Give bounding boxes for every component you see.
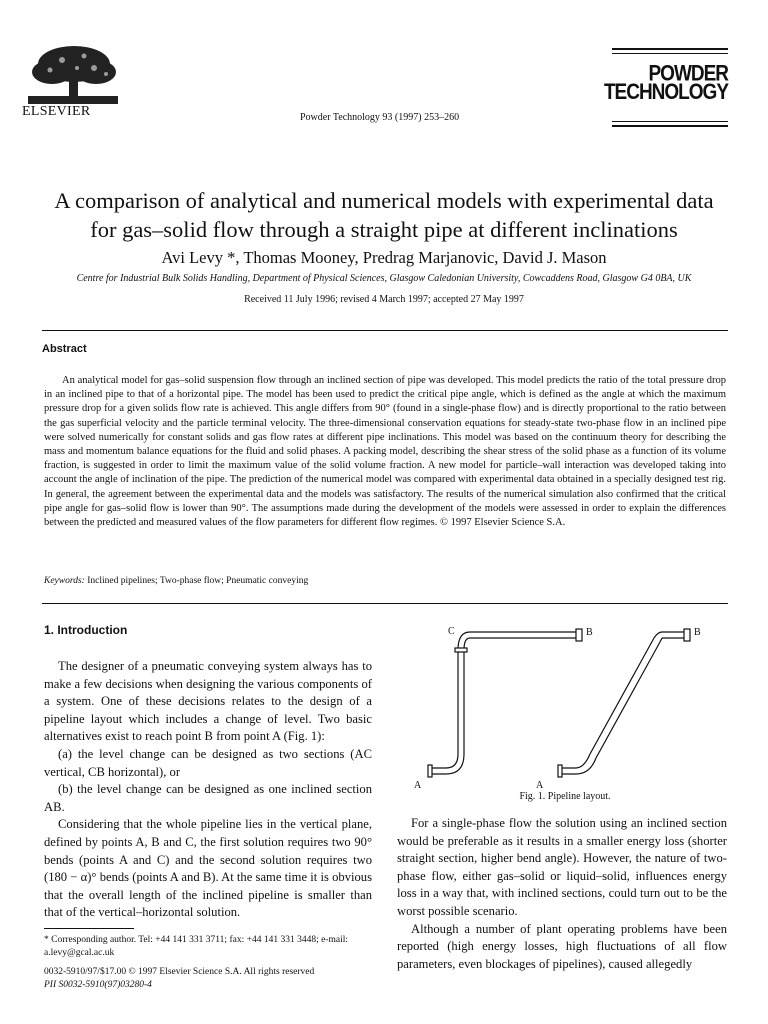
footnote-rule: [44, 928, 134, 929]
keywords-list: Inclined pipelines; Two-phase flow; Pneumatic conveying: [87, 576, 309, 586]
label-a1: A: [414, 780, 422, 791]
journal-citation: Powder Technology 93 (1997) 253–260: [300, 112, 460, 123]
received-dates: Received 11 July 1996; revised 4 March 1997; accepted 27 May 1997: [244, 294, 524, 305]
flange-b1: [576, 629, 582, 641]
abstract-text: An analytical model for gas–solid suspension flow through an inclined section of pipe was developed. This model predicts the ratio of the total pressure drop in an inclined pipe to that of a horizontal pipe. The model has been used to predict the critical pipe angle, which is defined as the angle at which the maximum pressure drop for a given solids flow rate is achieved. This angle differs from 90° (found in a single-phase flow) and is directly proportional to the ratio between the gas superficial velocity and the particle terminal velocity. The three-dimensional conservation equations for steady-state two-phase flow in an inclined pipe were solved numerically for constant solids and gas flow rates at different pipe inclinations. This model was based on the continuum theory for describing the mass and momentum balance equations for the fluid and solid phases. A packing model, describing the shear stress of the solid phase as a function of its volume fraction, is suggested in order to limit the maximum value of the solid volume fraction. A new model for particle–wall interaction was developed taking into account the angle of inclination of the pipe. The prediction of the numerical model was compared with experimental data obtained in a specially designed test rig. In general, the agreement between the experimental data and the models was satisfactory. The results of the numerical simulation also confirmed that the critical pipe angle for gas–solid flow is lower than 90°. The assumptions made during the development of the models were assessed in order to explain the differences between the predicted and measured values of the flow parameters for different flow regimes. © 1997 Elsevier Science S.A.: [44, 375, 726, 529]
paragraph: (a) the level change can be designed as two sections (AC vertical, CB horizontal), or: [44, 746, 372, 779]
left-column-body: [44, 658, 372, 922]
corresponding-author-footnote: * Corresponding author. Tel: +44 141 331 3711; fax: +44 141 331 3448; e-mail: a.levy@gcal.ac.uk: [44, 935, 348, 958]
paragraph: Considering that the whole pipeline lies in the vertical plane, defined by points A, B and C, the first solution requires two 90° bends (points A and C) and the second solution requires two (180 − α)° bends (points A and B). At the same time it is obvious that the overall length of the inclined pipeline is smaller than that of the vertical–horizontal solution.: [44, 817, 372, 920]
publisher-name: ELSEVIER: [22, 104, 91, 119]
pipe-top-b: [662, 632, 684, 638]
header-rule-bottom: [612, 125, 728, 127]
pipe-bend-a2: [576, 754, 596, 774]
article-title: [30, 186, 738, 244]
affiliation: Centre for Industrial Bulk Solids Handling, Department of Physical Sciences, Glasgow Caledonian University, Cowcaddens Road, Glasgow G4 0BA, UK: [76, 273, 692, 284]
journal-logo-line2: TECHNOLOGY: [603, 80, 728, 105]
paragraph: (b) the level change can be designed as one inclined section AB.: [44, 782, 372, 814]
journal-logo-line1: POWDER: [648, 62, 728, 87]
flange-a1: [428, 765, 432, 777]
copyright-block: [44, 966, 372, 992]
pii-line: PII S0032-5910(97)03280-4: [44, 980, 152, 990]
flange-b2: [684, 629, 690, 641]
pipe-horizontal-cb: [470, 632, 576, 638]
figure-caption: Fig. 1. Pipeline layout.: [519, 791, 611, 802]
right-column-body: [397, 815, 727, 973]
journal-logo: [596, 62, 728, 105]
paragraph: For a single-phase flow the solution using an inclined section would be preferable as it results in a smaller energy loss (shorter straight section, higher bend angle). However, the nature of two-phase flow, either gas–solid or liquid–solid, influences energy loss in a way that, with inclined sections, could turn out to be the worst possible scenario.: [397, 816, 727, 918]
pipe-bend-b: [654, 632, 662, 642]
keywords: [44, 576, 308, 586]
label-b2: B: [694, 627, 701, 638]
section-heading: 1. Introduction: [44, 623, 128, 637]
paragraph: Although a number of plant operating problems have been reported (high energy losses, high fluctuations of all flow parameters, even blockages of pipelines), caused allegedly: [397, 921, 727, 971]
author-list: Avi Levy *, Thomas Mooney, Predrag Marjanovic, David J. Mason: [161, 248, 607, 267]
pipe-bend-c: [458, 632, 470, 650]
abstract-heading: Abstract: [42, 343, 87, 355]
title-line-2: for gas–solid flow through a straight pipe at different inclinations: [90, 217, 678, 242]
label-a2: A: [536, 780, 544, 791]
paragraph: The designer of a pneumatic conveying system always has to make a few decisions when designing the various components of a system. One of these decisions relates to the design of a pipeline layout which includes a change of level. Two basic alternatives exist to reach point B from point A (Fig. 1):: [44, 659, 372, 744]
header-rule-bottom-thin: [612, 121, 728, 122]
abstract-rule-bottom: [42, 603, 728, 604]
title-line-1: A comparison of analytical and numerical models with experimental data: [54, 188, 714, 213]
abstract-rule-top: [42, 330, 728, 331]
label-b1: B: [586, 627, 593, 638]
header-rule-top: [612, 48, 728, 50]
flange-c: [455, 648, 467, 652]
pipeline-layout-figure: [400, 618, 730, 798]
label-c: C: [448, 626, 455, 637]
pipe-vertical-ac: [458, 650, 464, 754]
flange-a2: [558, 765, 562, 777]
keywords-label: Keywords:: [44, 576, 85, 586]
copyright-line: 0032-5910/97/$17.00 © 1997 Elsevier Science S.A. All rights reserved: [44, 967, 315, 977]
pipe-inclined-ab: [590, 638, 660, 758]
pipe-bend-a: [446, 754, 464, 774]
header-rule-top-thin: [612, 53, 728, 54]
